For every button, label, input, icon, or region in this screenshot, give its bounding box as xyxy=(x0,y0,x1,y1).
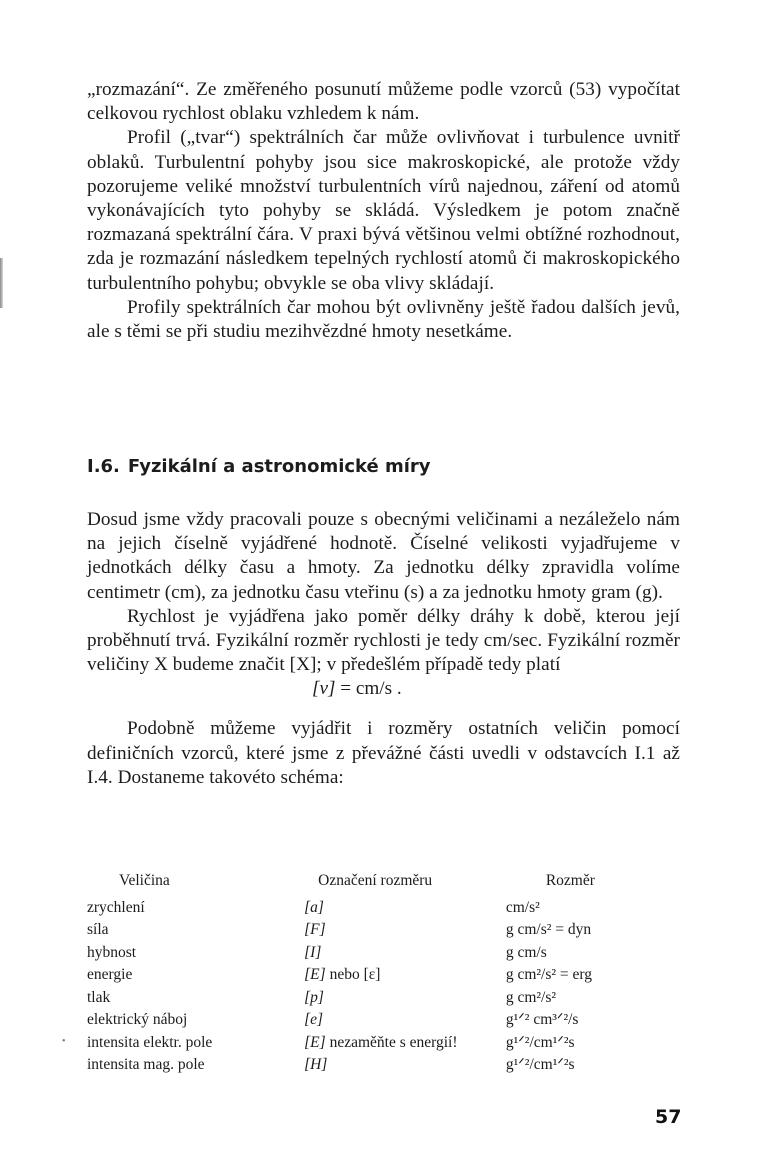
table-header-row xyxy=(87,870,680,897)
section-body xyxy=(87,508,680,790)
formula-rhs: = cm/s . xyxy=(335,678,402,700)
cell-dimension: g cm/s² = dyn xyxy=(505,921,592,938)
cell-symbol: [a] xyxy=(304,898,324,916)
page-number: 57 xyxy=(655,1106,682,1128)
cell-quantity: intensita elektr. pole xyxy=(87,1033,213,1051)
section-title: Fyzikální a astronomické míry xyxy=(127,456,431,477)
cell-dimension: g cm²/s² xyxy=(505,988,557,1006)
cell-dimension: cm/s² xyxy=(505,898,540,916)
header-dimension: Rozměr xyxy=(545,872,595,889)
cell-quantity: síla xyxy=(87,921,109,938)
paragraph-4: Dosud jsme vždy pracovali pouze s obecnými veličinami a nezáleželo nám na jejich číselně vyjádřené hodnotě. Číselné velikosti vyjadřujeme v jednotkách délky času a hmoty. Za jednotku délky zpravidla volíme centimetr (cm), za jednotku času vteřinu (s) a za jednotku hmoty gram (g). xyxy=(87,509,680,603)
paragraph-5: Rychlost je vyjádřena jako poměr délky dráhy k době, kterou její proběhnutí trvá. Fyzikální rozměr rychlosti je tedy cm/sec. Fyzikální rozměr veličiny X budeme značit [X]; v předešlém případě tedy platí xyxy=(87,605,680,676)
cell-dimension: g¹ᐟ² cm³ᐟ²/s xyxy=(505,1011,579,1028)
paragraph-1: „rozmazání“. Ze změřeného posunutí můžeme podle vzorců (53) vypočítat celkovou rychlost oblaku vzhledem k nám. xyxy=(87,79,680,125)
table-row xyxy=(87,942,680,965)
cell-dimension: g cm/s xyxy=(505,943,547,961)
cell-quantity: zrychlení xyxy=(87,898,145,916)
dimension-table xyxy=(87,870,680,1077)
table-row xyxy=(87,897,680,920)
paragraph-6: Podobně můžeme vyjádřit i rozměry ostatních veličin pomocí definičních vzorců, které jsme z převážné části uvedli v odstavcích I.1 až I.4. Dostaneme takovéto schéma: xyxy=(87,718,680,788)
cell-dimension: g¹ᐟ²/cm¹ᐟ²s xyxy=(505,1056,575,1073)
cell-symbol: [H] xyxy=(304,1056,328,1073)
header-symbol: Označení rozměru xyxy=(318,872,433,889)
cell-quantity: energie xyxy=(87,966,133,983)
cell-quantity: hybnost xyxy=(87,943,137,961)
table-row xyxy=(87,987,680,1010)
header-quantity: Veličina xyxy=(119,872,170,889)
table-row xyxy=(87,1054,680,1077)
section-heading xyxy=(87,456,431,477)
table-row xyxy=(87,1009,680,1032)
cell-quantity: elektrický náboj xyxy=(87,1011,188,1028)
cell-symbol: [e] xyxy=(304,1011,324,1028)
cell-quantity: intensita mag. pole xyxy=(87,1056,205,1073)
cell-symbol: [F] xyxy=(304,921,326,938)
scan-edge-artifact xyxy=(0,258,3,308)
table-row xyxy=(87,964,680,987)
paragraph-2: Profil („tvar“) spektrálních čar může ovlivňovat i turbulence uvnitř oblaků. Turbulentní pohyby jsou sice makroskopické, ale protože vždy pozorujeme veliké množství turbulentních vírů najednou, záření od atomů vykonávajících tyto pohyby se skládá. Výsledkem je potom značně rozmazaná spektrální čára. V praxi bývá většinou velmi obtížné rozhodnout, zda je rozmazání následkem tepelných rychlostí atomů či makroskopického turbulentního pohybu; obvykle se oba vlivy skládají. xyxy=(87,127,680,294)
book-page xyxy=(87,78,680,1073)
paragraph-3: Profily spektrálních čar mohou být ovlivněny ještě řadou dalších jevů, ale s těmi se při studiu mezihvězdné hmoty nesetkáme. xyxy=(87,296,680,343)
cell-symbol: [I] xyxy=(304,943,322,961)
margin-mark: • xyxy=(62,1036,66,1047)
cell-dimension: g cm²/s² = erg xyxy=(505,966,593,983)
cell-symbol: [E] nebo [ε] xyxy=(304,966,381,983)
cell-dimension: g¹ᐟ²/cm¹ᐟ²s xyxy=(505,1033,575,1051)
table-row xyxy=(87,919,680,942)
velocity-formula xyxy=(87,677,680,701)
section-number: I.6. xyxy=(87,456,120,477)
formula-lhs: [v] xyxy=(312,678,336,700)
cell-symbol: [E] nezaměňte s energií! xyxy=(304,1033,458,1051)
cell-quantity: tlak xyxy=(87,988,111,1006)
cell-symbol: [p] xyxy=(304,988,324,1006)
table-row xyxy=(87,1032,680,1055)
